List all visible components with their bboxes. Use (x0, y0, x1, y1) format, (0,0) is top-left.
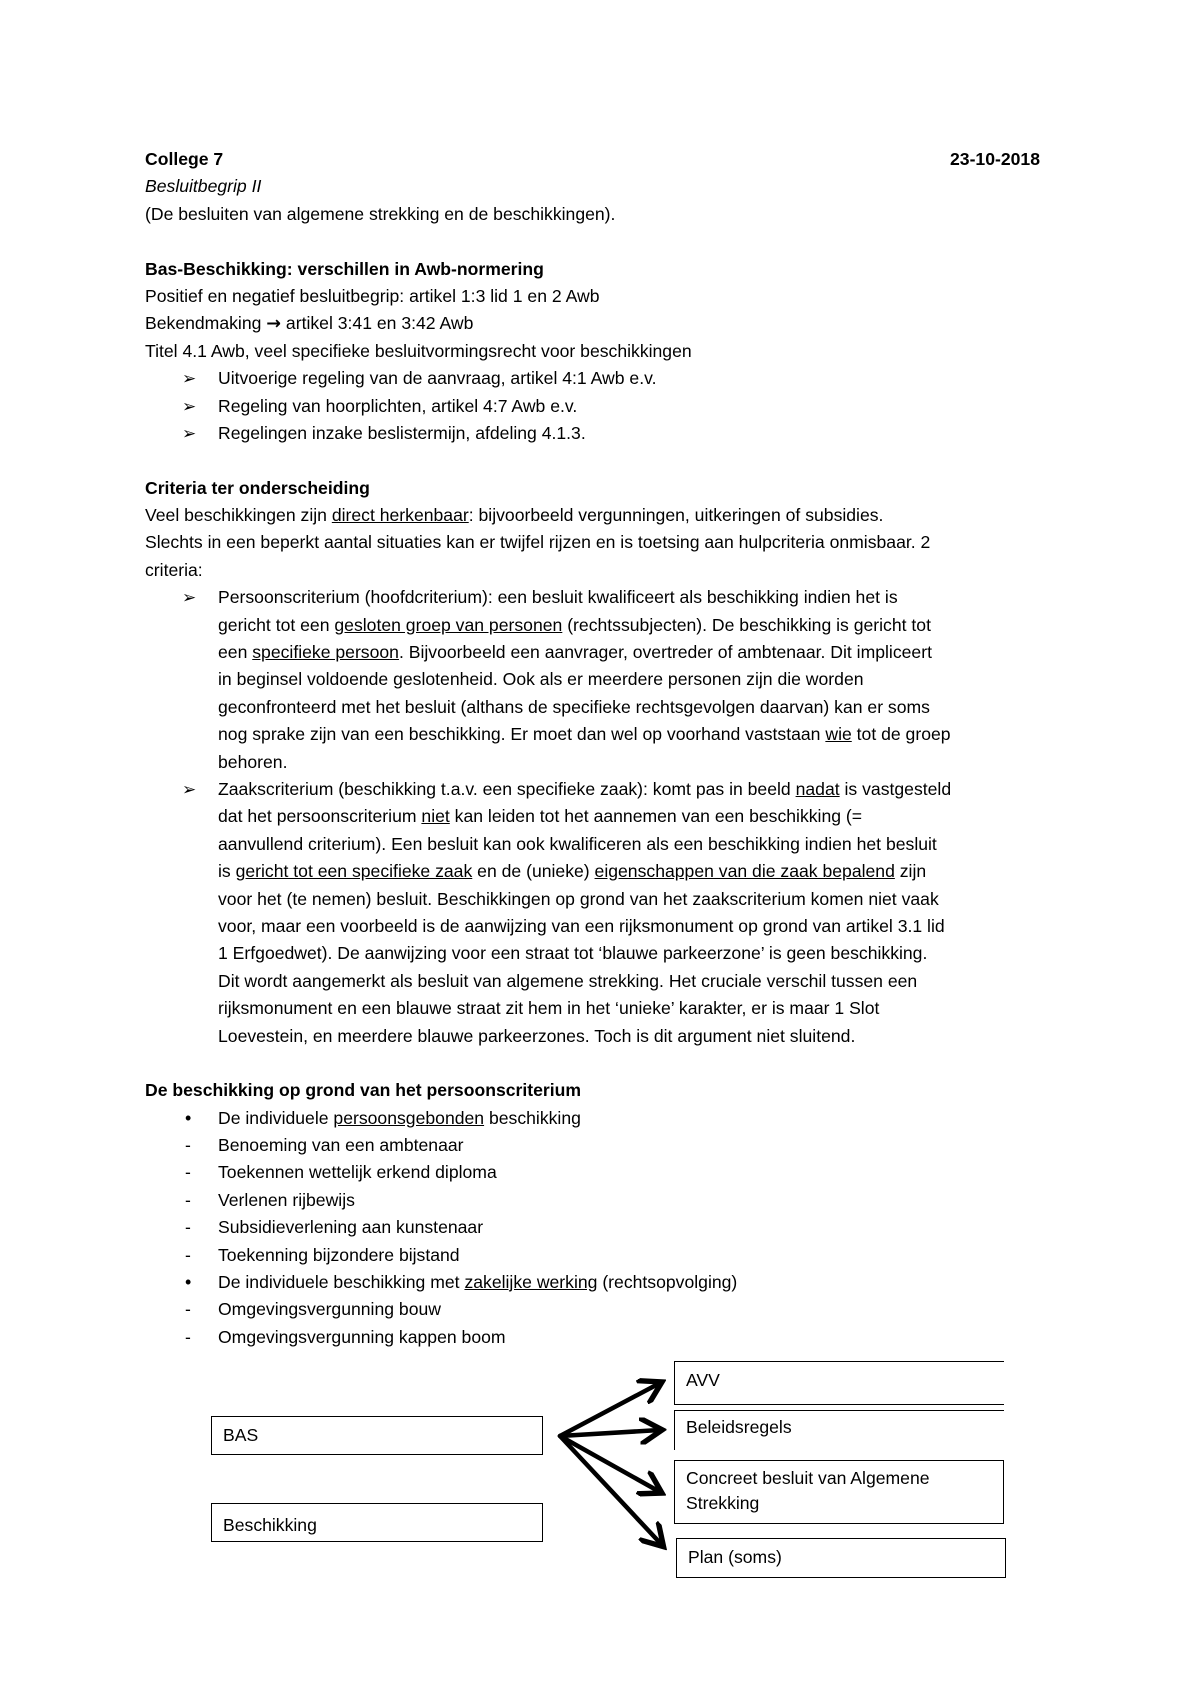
list-item-text: Verlenen rijbewijs (218, 1189, 355, 1210)
arrow-to-concreet-besluit (560, 1436, 660, 1492)
text-fragment: tot de groep (851, 724, 951, 745)
list-item-line: Persoonscriterium (hoofdcriterium): een besluit kwalificeert als beschikking indien het is (218, 587, 898, 608)
arrow-to-plan (560, 1436, 662, 1545)
text-fragment: en de (unieke) (472, 861, 595, 882)
text-fragment: : bijvoorbeeld vergunningen, uitkeringen of subsidies. (468, 505, 884, 526)
dash-bullet-icon: - (185, 1299, 191, 1320)
diagram-box-label: Beschikking (223, 1515, 317, 1535)
paragraph-line: Slechts in een beperkt aantal situaties kan er twijfel rijzen en is toetsing aan hulpcriteria onmisbaar. 2 (145, 532, 931, 553)
underlined-text: persoonsgebonden (333, 1107, 485, 1128)
lecture-date: 23-10-2018 (950, 149, 1040, 169)
text-fragment: De individuele (218, 1107, 334, 1128)
diagram-box-plan (676, 1538, 1006, 1578)
text-fragment: beschikking (484, 1107, 581, 1128)
list-item (145, 1269, 1070, 1296)
list-item-line: voor het (te nemen) besluit. Beschikkingen op grond van het zaakscriterium komen niet vaak (218, 888, 939, 909)
list-item-line: Dit wordt aangemerkt als besluit van algemene strekking. Het cruciale verschil tussen een (218, 970, 918, 991)
list-item-line: 1 Erfgoedwet). De aanwijzing voor een straat tot ‘blauwe parkeerzone’ is geen beschikking. (218, 943, 928, 964)
list-item-text: Toekennen wettelijk erkend diploma (218, 1162, 497, 1183)
diagram-box-beleidsregels (674, 1410, 1004, 1450)
paragraph-line: criteria: (145, 559, 203, 580)
list-item-line (218, 803, 1070, 830)
list-item-text: Omgevingsvergunning bouw (218, 1299, 441, 1320)
dash-bullet-icon: - (185, 1217, 191, 1238)
list-item-text: Regelingen inzake beslistermijn, afdeling 4.1.3. (218, 422, 586, 443)
section-heading-criteria: Criteria ter onderscheiding (145, 477, 370, 498)
underlined-text: wie (825, 724, 852, 745)
text-fragment: Zaakscriterium (beschikking t.a.v. een specifieke zaak): komt pas in beeld (218, 778, 796, 799)
text-fragment: kan leiden tot het aannemen van een beschikking (= (449, 806, 863, 827)
text-fragment: Bekendmaking (145, 313, 262, 334)
diagram-box-label: Concreet besluit van Algemene Strekking (686, 1468, 930, 1513)
paragraph-line: Titel 4.1 Awb, veel specifieke besluitvormingsrecht voor beschikkingen (145, 340, 692, 361)
text-fragment: Veel beschikkingen zijn (145, 505, 332, 526)
paragraph-line: Positief en negatief besluitbegrip: artikel 1:3 lid 1 en 2 Awb (145, 285, 600, 306)
paragraph-line (145, 310, 1070, 337)
list-item (145, 1159, 1070, 1186)
text-fragment: dat het persoonscriterium (218, 806, 422, 827)
list-item (145, 365, 1070, 392)
underlined-text: zakelijke werking (464, 1272, 598, 1293)
diagram-box-label: Plan (soms) (688, 1547, 782, 1567)
paragraph-line (145, 502, 1070, 529)
spacer (145, 447, 1070, 474)
list-item-persoonscriterium (145, 584, 1070, 776)
document-body (145, 146, 1070, 1351)
text-fragment: is (218, 861, 236, 882)
underlined-text: eigenschappen van die zaak bepalend (594, 861, 895, 882)
list-item-line: aanvullend criterium). Een besluit kan ook kwalificeren als een beschikking indien het besluit (218, 833, 937, 854)
dash-bullet-icon: - (185, 1135, 191, 1156)
bullet-dot-icon: • (185, 1272, 192, 1293)
list-item (145, 420, 1070, 447)
list-item (145, 1324, 1070, 1351)
arrowhead-bullet-icon: ➢ (182, 423, 197, 443)
text-fragment: (rechtssubjecten). De beschikking is gericht tot (562, 614, 931, 635)
underlined-text: direct herkenbaar (331, 505, 469, 526)
diagram-box-bas (211, 1416, 543, 1455)
list-item (145, 393, 1070, 420)
list-item (145, 1242, 1070, 1269)
underlined-text: gesloten groep van personen (334, 614, 563, 635)
diagram-box-beschikking (211, 1503, 543, 1542)
list-item-text: Subsidieverlening aan kunstenaar (218, 1217, 484, 1238)
text-fragment: . Bijvoorbeeld een aanvrager, overtreder of ambtenaar. Dit impliceert (398, 642, 932, 663)
lecture-title: College 7 (145, 149, 224, 169)
document-header (145, 146, 1040, 173)
dash-bullet-icon: - (185, 1162, 191, 1183)
dash-bullet-icon: - (185, 1189, 191, 1210)
text-fragment: is vastgesteld (839, 778, 952, 799)
text-fragment: nog sprake zijn van een beschikking. Er moet dan wel op voorhand vaststaan (218, 724, 826, 745)
list-item-text: Omgevingsvergunning kappen boom (218, 1326, 506, 1347)
list-item-line (218, 639, 1070, 666)
list-item (145, 1214, 1070, 1241)
lecture-subtitle: Besluitbegrip II (145, 176, 262, 197)
text-fragment: gericht tot een (218, 614, 335, 635)
section-heading-persoonscriterium: De beschikking op grond van het persoonscriterium (145, 1080, 582, 1101)
underlined-text: nadat (795, 778, 840, 799)
underlined-text: gericht tot een specifieke zaak (235, 861, 473, 882)
dash-bullet-icon: - (185, 1244, 191, 1265)
list-item-text: Uitvoerige regeling van de aanvraag, artikel 4:1 Awb e.v. (218, 368, 657, 389)
list-item-line: rijksmonument en een blauwe straat zit hem in het ‘unieke’ karakter, er is maar 1 Slot (218, 998, 880, 1019)
text-fragment: De individuele beschikking met (218, 1272, 465, 1293)
list-item (145, 1187, 1070, 1214)
text-fragment: artikel 3:41 en 3:42 Awb (285, 313, 474, 334)
list-item-line: voor, maar een voorbeeld is de aanwijzing van een rijksmonument op grond van artikel 3.1 lid (218, 915, 945, 936)
list-item-line: Loevestein, en meerdere blauwe parkeerzones. Toch is dit argument niet sluitend. (218, 1025, 856, 1046)
arrowhead-bullet-icon: ➢ (182, 396, 197, 416)
list-item-line (218, 776, 1070, 803)
lecture-intro: (De besluiten van algemene strekking en de beschikkingen). (145, 203, 616, 224)
text-fragment: (rechtsopvolging) (597, 1272, 738, 1293)
diagram-box-concreet-besluit (674, 1460, 1004, 1524)
list-item-line: behoren. (218, 751, 288, 772)
list-item-line (218, 858, 1070, 885)
diagram-box-label: BAS (223, 1425, 259, 1445)
underlined-text: niet (421, 806, 450, 827)
list-item-line: in beginsel voldoende geslotenheid. Ook als er meerdere personen zijn die worden (218, 669, 864, 690)
list-item (145, 1105, 1070, 1132)
arrowhead-bullet-icon: ➢ (182, 588, 197, 608)
right-arrow-icon: → (266, 314, 282, 335)
underlined-text: specifieke persoon (252, 642, 399, 663)
diagram-box-label: Beleidsregels (686, 1417, 792, 1437)
list-item-line (218, 721, 1070, 748)
list-item-zaakscriterium (145, 776, 1070, 1050)
list-item-text: Regeling van hoorplichten, artikel 4:7 Awb e.v. (218, 395, 578, 416)
diagram-box-label: AVV (686, 1370, 720, 1390)
section-heading-bas-beschikking: Bas-Beschikking: verschillen in Awb-normering (145, 258, 544, 279)
arrow-to-beleidsregels (560, 1430, 660, 1436)
arrowhead-bullet-icon: ➢ (182, 369, 197, 389)
list-item (145, 1296, 1070, 1323)
text-fragment: zijn (894, 861, 927, 882)
text-fragment: een (218, 642, 253, 663)
list-item (145, 1132, 1070, 1159)
list-item-line: geconfronteerd met het besluit (althans de specifieke rechtsgevolgen daarvan) kan er soms (218, 696, 930, 717)
arrow-to-avv (560, 1383, 660, 1436)
diagram-box-avv (674, 1361, 1004, 1405)
dash-bullet-icon: - (185, 1326, 191, 1347)
bullet-dot-icon: • (185, 1107, 192, 1128)
spacer (145, 1050, 1070, 1077)
list-item-line (218, 612, 1070, 639)
list-item-text: Toekenning bijzondere bijstand (218, 1244, 460, 1265)
list-item-text: Benoeming van een ambtenaar (218, 1135, 464, 1156)
arrowhead-bullet-icon: ➢ (182, 779, 197, 799)
spacer (145, 228, 1070, 255)
